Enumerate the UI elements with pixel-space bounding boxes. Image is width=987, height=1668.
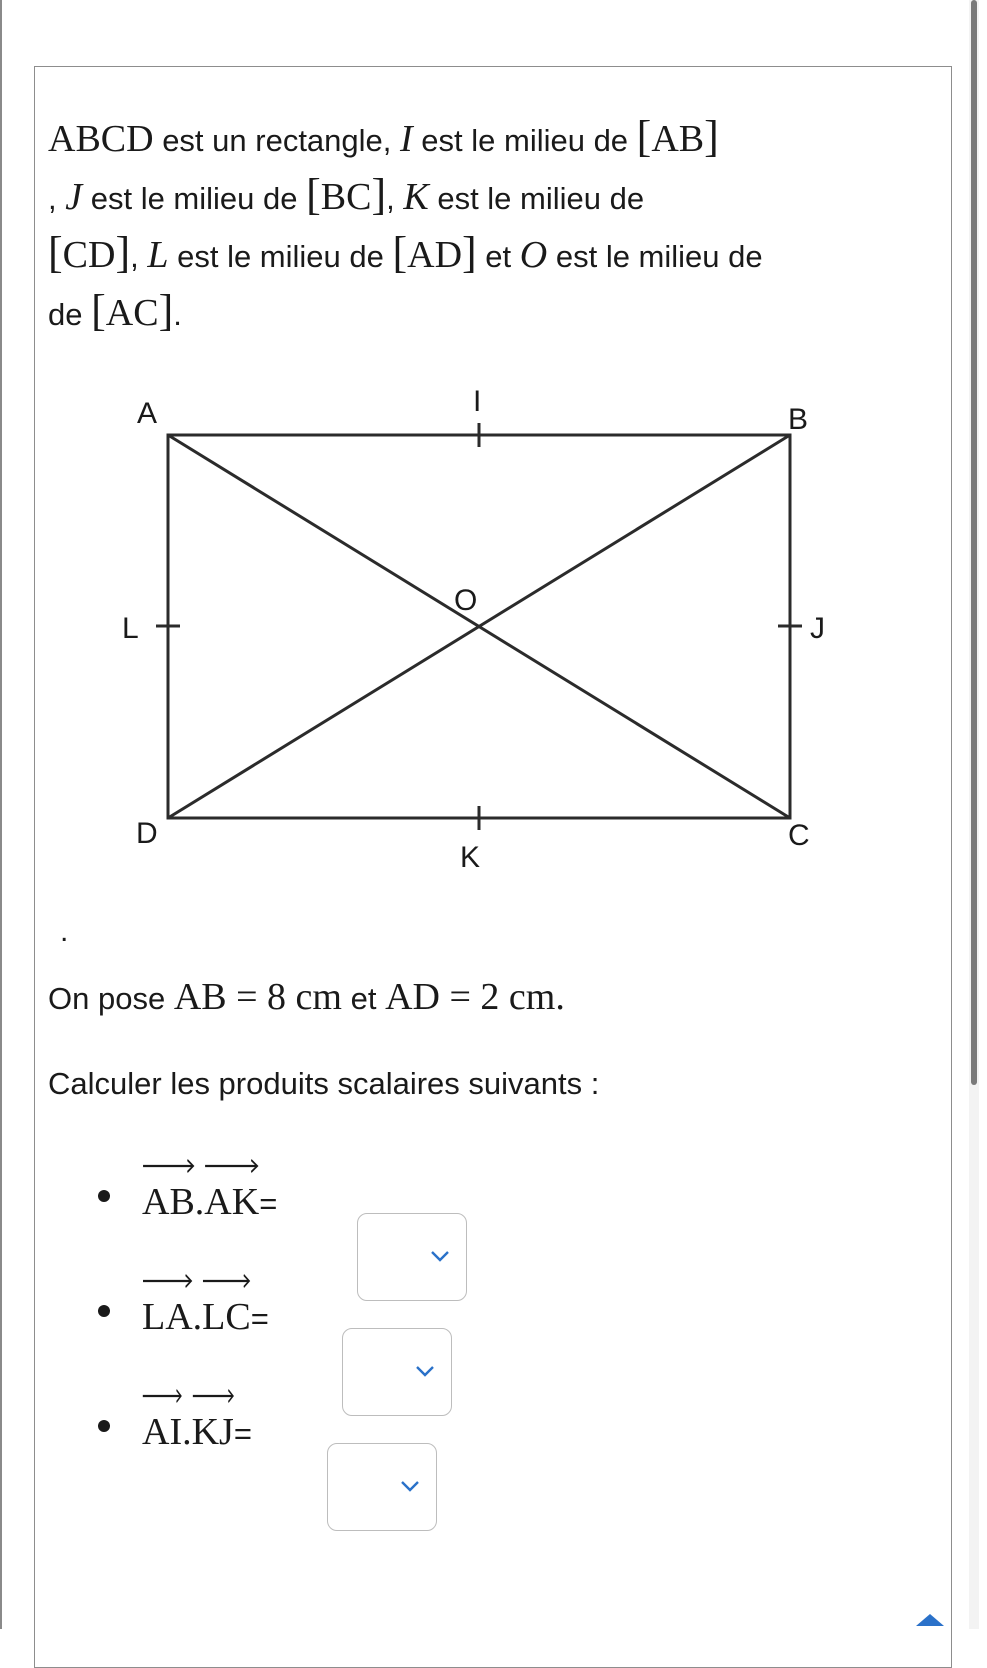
label-O: O <box>454 584 478 617</box>
vector-ab: AB <box>142 1160 195 1224</box>
answer-dropdown-3[interactable] <box>327 1443 437 1531</box>
chevron-down-icon <box>430 1250 450 1262</box>
label-J: J <box>810 612 825 645</box>
label-I: I <box>473 385 482 418</box>
vector-arrow-icon <box>142 1388 182 1404</box>
bullet-icon <box>98 1420 110 1432</box>
scrollbar-thumb[interactable] <box>971 0 977 1085</box>
geometry-diagram <box>110 385 870 905</box>
frame-border <box>0 0 2 1629</box>
vector-kj: KJ <box>192 1390 234 1454</box>
given-values: On pose AB = 8 cm et AD = 2 cm. <box>48 976 565 1018</box>
label-K: K <box>460 841 481 874</box>
dot-product-expression: LA. LC= <box>142 1275 269 1339</box>
bullet-icon <box>98 1190 110 1202</box>
label-C: C <box>788 819 810 852</box>
label-D: D <box>136 817 158 850</box>
dot-product-expression: AB. AK= <box>142 1160 277 1224</box>
vector-arrow-icon <box>202 1273 251 1289</box>
vector-la: LA <box>142 1275 193 1339</box>
label-L: L <box>122 612 139 645</box>
rectangle-figure <box>110 385 870 905</box>
problem-statement: ABCD est un rectangle, I est le milieu de [AB] , J est le milieu de [BC], K est le milieu de [CD], L est le milieu de [AD] et O est le milieu de de [AC]. <box>48 112 763 335</box>
separator-dot: . <box>60 915 69 948</box>
dot-product-expression: AI. KJ= <box>142 1390 252 1454</box>
vector-arrow-icon <box>204 1158 259 1174</box>
vector-arrow-icon <box>142 1158 195 1174</box>
math-rect-name: ABCD <box>48 118 154 160</box>
vector-arrow-icon <box>192 1388 234 1404</box>
vector-ak: AK <box>204 1160 259 1224</box>
label-A: A <box>137 397 158 430</box>
vector-arrow-icon <box>142 1273 193 1289</box>
equation-ad: AD = 2 cm <box>385 976 556 1018</box>
equation-ab: AB = 8 cm <box>173 976 342 1018</box>
chevron-down-icon <box>400 1480 420 1492</box>
bullet-icon <box>98 1305 110 1317</box>
chevron-down-icon <box>415 1365 435 1377</box>
vector-ai: AI <box>142 1390 182 1454</box>
label-B: B <box>788 403 809 436</box>
vector-lc: LC <box>202 1275 251 1339</box>
scroll-up-icon[interactable] <box>916 1614 944 1626</box>
task-instruction: Calculer les produits scalaires suivants : <box>48 1066 600 1101</box>
